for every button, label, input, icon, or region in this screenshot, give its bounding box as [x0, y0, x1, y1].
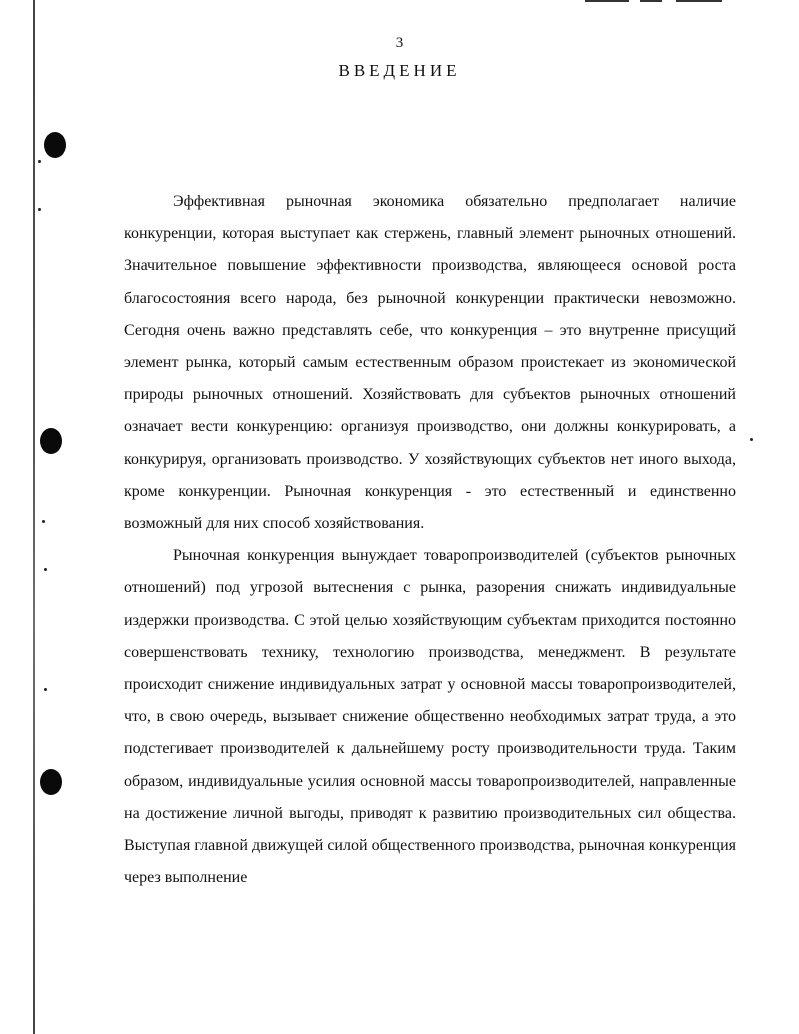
scan-speck: [44, 568, 47, 571]
scan-top-mark: [676, 0, 722, 2]
punch-hole-top: [44, 132, 66, 158]
scan-speck: [38, 160, 41, 163]
scan-speck: [750, 438, 753, 441]
scan-speck: [42, 520, 45, 523]
punch-hole-bottom: [40, 769, 62, 795]
body-text: [124, 186, 736, 894]
scan-top-mark: [640, 0, 662, 2]
punch-hole-middle: [40, 428, 62, 454]
binding-margin-line: [33, 0, 35, 1034]
scan-top-mark: [585, 0, 629, 2]
page-title: ВВЕДЕНИЕ: [338, 61, 461, 80]
paragraph-2: Рыночная конкуренция вынуждает товаропроизводителей (субъектов рыночных отношений) под угрозой вытеснения с рынка, разорения снижать индивидуальные издержки производства. С этой целью хозяйствующим субъектам приходится постоянно совершенствовать технику, технологию производства, менеджмент. В результате происходит снижение индивидуальных затрат у основной массы товаропроизводителей, что, в свою очередь, вызывает снижение общественно необходимых затрат труда, а это подстегивает производителей к дальнейшему росту производительности труда. Таким образом, индивидуальные усилия основной массы товаропроизводителей, направленные на достижение личной выгоды, приводят к развитию производительных сил общества. Выступая главной движущей силой общественного производства, рыночная конкуренция через выполнение: [124, 547, 736, 887]
paragraph-1: Эффективная рыночная экономика обязательно предполагает наличие конкуренции, которая выступает как стержень, главный элемент рыночных отношений. Значительное повышение эффективности производства, являющееся основой роста благосостояния всего народа, без рыночной конкуренции практически невозможно. Сегодня очень важно представлять себе, что конкуренция – это внутренне присущий элемент рынка, который самым естественным образом проистекает из экономической природы рыночных отношений. Хозяйствовать для субъектов рыночных отношений означает вести конкуренцию: организуя производство, они должны конкурировать, а конкурируя, организовать производство. У хозяйствующих субъектов нет иного выхода, кроме конкуренции. Рыночная конкуренция - это естественный и единственно возможный для них способ хозяйствования.: [124, 193, 736, 533]
scan-speck: [44, 688, 47, 691]
scan-speck: [38, 208, 41, 211]
page-number: 3: [395, 35, 404, 51]
